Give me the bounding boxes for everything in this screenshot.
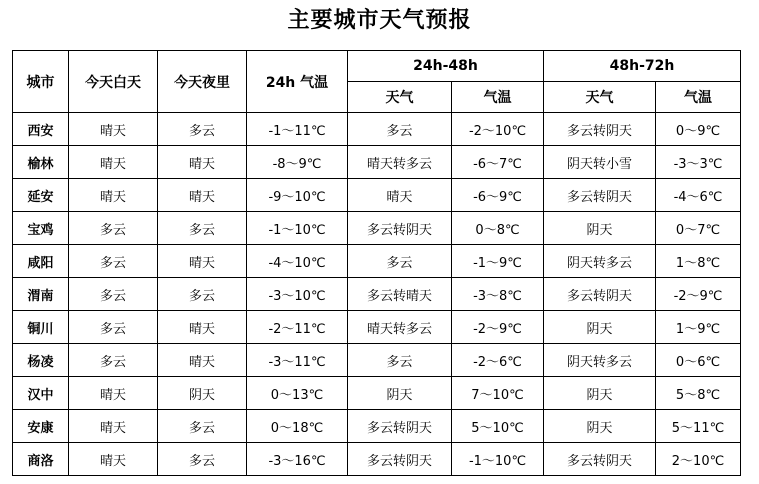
table-row: [13, 179, 741, 212]
temp-24h: -1～11℃: [247, 113, 348, 146]
weather-72h: 多云转阴天: [544, 443, 656, 476]
temp-48h: -6～7℃: [452, 146, 544, 179]
weather-72h: 阴天转多云: [544, 344, 656, 377]
temp-72h: -4～6℃: [656, 179, 741, 212]
table-row: [13, 311, 741, 344]
weather-48h: 多云转阴天: [348, 443, 452, 476]
weather-72h: 多云转阴天: [544, 113, 656, 146]
weather-48h: 多云: [348, 245, 452, 278]
weather-48h: 多云转阴天: [348, 410, 452, 443]
temp-24h: 0～18℃: [247, 410, 348, 443]
city-name: 西安: [13, 113, 69, 146]
weather-72h: 多云转阴天: [544, 179, 656, 212]
city-name: 商洛: [13, 443, 69, 476]
table-row: [13, 245, 741, 278]
today-day-weather: 晴天: [69, 443, 158, 476]
today-night-weather: 晴天: [158, 245, 247, 278]
today-day-weather: 多云: [69, 311, 158, 344]
table-row: [13, 146, 741, 179]
city-name: 汉中: [13, 377, 69, 410]
temp-48h: -2～10℃: [452, 113, 544, 146]
today-night-weather: 阴天: [158, 377, 247, 410]
temp-72h: -2～9℃: [656, 278, 741, 311]
today-night-weather: 多云: [158, 113, 247, 146]
city-name: 安康: [13, 410, 69, 443]
weather-48h: 多云转阴天: [348, 212, 452, 245]
header-temp-48: 气温: [452, 82, 544, 113]
today-day-weather: 晴天: [69, 113, 158, 146]
today-night-weather: 多云: [158, 212, 247, 245]
table-row: [13, 278, 741, 311]
weather-72h: 阴天: [544, 311, 656, 344]
temp-48h: -6～9℃: [452, 179, 544, 212]
header-weather-72: 天气: [544, 82, 656, 113]
temp-48h: -2～9℃: [452, 311, 544, 344]
temp-72h: 5～8℃: [656, 377, 741, 410]
weather-72h: 阴天转小雪: [544, 146, 656, 179]
temp-24h: -3～11℃: [247, 344, 348, 377]
temp-24h: -9～10℃: [247, 179, 348, 212]
weather-48h: 晴天转多云: [348, 146, 452, 179]
city-name: 榆林: [13, 146, 69, 179]
table-row: [13, 377, 741, 410]
table-row: [13, 344, 741, 377]
today-day-weather: 晴天: [69, 179, 158, 212]
temp-72h: 0～7℃: [656, 212, 741, 245]
temp-72h: 0～9℃: [656, 113, 741, 146]
temp-72h: 2～10℃: [656, 443, 741, 476]
header-temp-72: 气温: [656, 82, 741, 113]
temp-72h: 5～11℃: [656, 410, 741, 443]
today-day-weather: 晴天: [69, 377, 158, 410]
temp-48h: -3～8℃: [452, 278, 544, 311]
temp-48h: 5～10℃: [452, 410, 544, 443]
temp-24h: -8～9℃: [247, 146, 348, 179]
table-row: [13, 443, 741, 476]
city-name: 杨凌: [13, 344, 69, 377]
weather-48h: 晴天转多云: [348, 311, 452, 344]
today-day-weather: 晴天: [69, 146, 158, 179]
temp-24h: -1～10℃: [247, 212, 348, 245]
temp-72h: 1～9℃: [656, 311, 741, 344]
today-night-weather: 多云: [158, 443, 247, 476]
temp-24h: -3～16℃: [247, 443, 348, 476]
today-night-weather: 晴天: [158, 344, 247, 377]
table-row: [13, 113, 741, 146]
temp-48h: -1～9℃: [452, 245, 544, 278]
today-day-weather: 晴天: [69, 410, 158, 443]
today-day-weather: 多云: [69, 212, 158, 245]
table-row: [13, 212, 741, 245]
temp-24h: -2～11℃: [247, 311, 348, 344]
header-temp-24h: 24h 气温: [247, 51, 348, 113]
city-name: 宝鸡: [13, 212, 69, 245]
header-city: 城市: [13, 51, 69, 113]
weather-48h: 晴天: [348, 179, 452, 212]
today-night-weather: 晴天: [158, 146, 247, 179]
weather-72h: 多云转阴天: [544, 278, 656, 311]
temp-24h: 0～13℃: [247, 377, 348, 410]
temp-48h: 7～10℃: [452, 377, 544, 410]
city-name: 咸阳: [13, 245, 69, 278]
page-title: 主要城市天气预报: [287, 8, 472, 33]
weather-72h: 阴天: [544, 410, 656, 443]
weather-72h: 阴天转多云: [544, 245, 656, 278]
header-period-48-72: 48h-72h: [544, 51, 741, 82]
header-today-day: 今天白天: [69, 51, 158, 113]
weather-48h: 多云: [348, 344, 452, 377]
temp-48h: -2～6℃: [452, 344, 544, 377]
today-day-weather: 多云: [69, 278, 158, 311]
temp-24h: -3～10℃: [247, 278, 348, 311]
weather-72h: 阴天: [544, 212, 656, 245]
header-today-night: 今天夜里: [158, 51, 247, 113]
header-period-24-48: 24h-48h: [348, 51, 544, 82]
weather-72h: 阴天: [544, 377, 656, 410]
today-night-weather: 晴天: [158, 311, 247, 344]
temp-72h: 0～6℃: [656, 344, 741, 377]
forecast-table: [12, 50, 741, 476]
temp-48h: -1～10℃: [452, 443, 544, 476]
today-night-weather: 多云: [158, 278, 247, 311]
weather-48h: 阴天: [348, 377, 452, 410]
today-day-weather: 多云: [69, 344, 158, 377]
today-day-weather: 多云: [69, 245, 158, 278]
temp-24h: -4～10℃: [247, 245, 348, 278]
city-name: 铜川: [13, 311, 69, 344]
temp-48h: 0～8℃: [452, 212, 544, 245]
today-night-weather: 晴天: [158, 179, 247, 212]
city-name: 渭南: [13, 278, 69, 311]
temp-72h: -3～3℃: [656, 146, 741, 179]
weather-48h: 多云转晴天: [348, 278, 452, 311]
weather-48h: 多云: [348, 113, 452, 146]
temp-72h: 1～8℃: [656, 245, 741, 278]
header-weather-48: 天气: [348, 82, 452, 113]
today-night-weather: 多云: [158, 410, 247, 443]
city-name: 延安: [13, 179, 69, 212]
table-row: [13, 410, 741, 443]
